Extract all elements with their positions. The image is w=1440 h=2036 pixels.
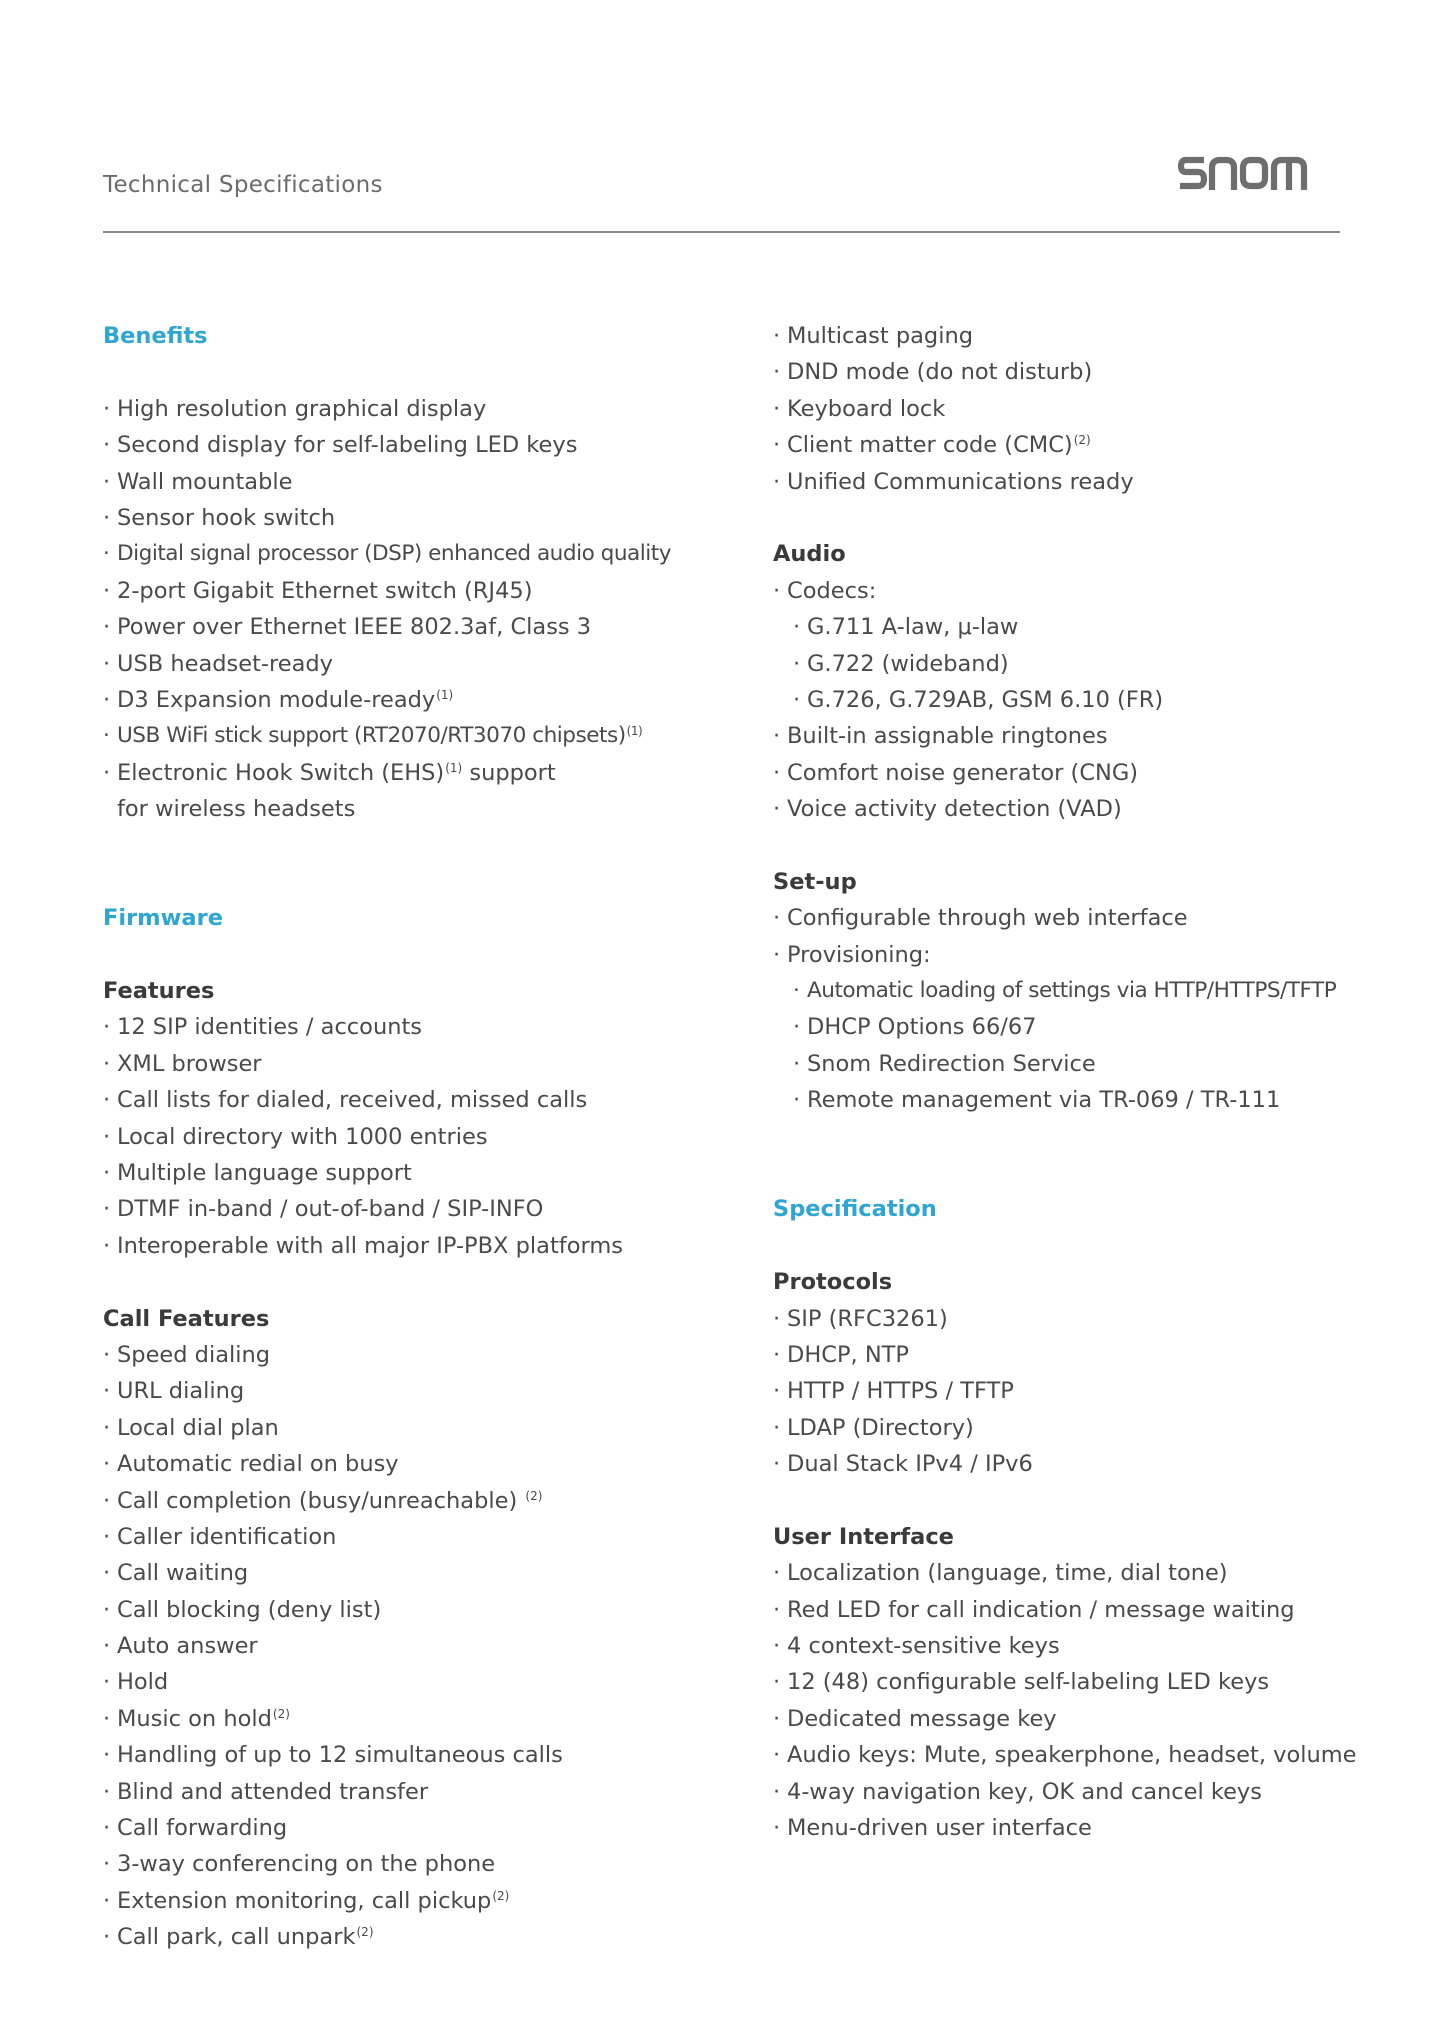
list-item: · Handling of up to 12 simultaneous calls [103,1742,563,1769]
list-item: · Electronic Hook Switch (EHS)$^{(1)}$ support [103,759,556,786]
list-item: · USB WiFi stick support (RT2070/RT3070 chipsets)$^{(1)}$ [103,723,643,749]
footnote-mark: (1) [626,724,643,739]
list-item: · Speed dialing [103,1341,271,1368]
list-subitem: · DHCP Options 66/67 [793,1014,1037,1041]
list-item: · Call completion (busy/unreachable) $^{(2)}$ [103,1487,543,1514]
list-item: · Extension monitoring, call pickup$^{(2)}$ [103,1887,510,1914]
list-item: · Caller identification [103,1523,337,1550]
footnote-mark: (2) [525,1488,543,1503]
list-item: · Local directory with 1000 entries [103,1123,488,1150]
list-item: · Call forwarding [103,1815,288,1842]
footnote-mark: (1) [436,687,454,702]
list-subitem: · G.711 A-law, μ-law [793,614,1019,641]
list-item: · XML browser [103,1050,262,1077]
list-item: · Interoperable with all major IP-PBX platforms [103,1232,623,1259]
setup-list [773,900,1393,1118]
right-column [773,318,1393,1846]
list-item: · Call lists for dialed, received, missed calls [103,1087,588,1114]
list-item: · Digital signal processor (DSP) enhanced audio quality [103,541,672,567]
list-item: · Built-in assignable ringtones [773,723,1108,750]
page-title: Technical Specifications [103,172,383,198]
list-item: · 12 (48) configurable self-labeling LED keys [773,1669,1270,1696]
list-item: · SIP (RFC3261) [773,1305,948,1332]
heading-user-interface: User Interface [773,1523,954,1550]
list-item: · Sensor hook switch [103,504,336,531]
list-item: · Dedicated message key [773,1705,1057,1732]
list-item: · 2-port Gigabit Ethernet switch (RJ45) [103,577,533,604]
list-item: · Power over Ethernet IEEE 802.3af, Class 3 [103,614,592,641]
list-item: · 12 SIP identities / accounts [103,1014,423,1041]
list-item: · Call waiting [103,1560,249,1587]
list-subitem: · G.722 (wideband) [793,650,1009,677]
list-item: · Client matter code (CMC)$^{(2)}$ [773,432,1091,459]
footnote-mark: (2) [356,1925,374,1940]
list-subitem: · Automatic loading of settings via HTTP/HTTPS/TFTP [793,978,1337,1004]
call-features-list [103,1337,723,1956]
list-subitem: · G.726, G.729AB, GSM 6.10 (FR) [793,686,1164,713]
list-item: · USB headset-ready [103,650,334,677]
call-features-continued-list [773,318,1393,500]
list-item: · Unified Communications ready [773,468,1134,495]
footnote-mark: (2) [492,1888,510,1903]
list-item: · URL dialing [103,1378,245,1405]
heading-features: Features [103,978,215,1005]
list-item: · Music on hold$^{(2)}$ [103,1705,290,1732]
list-item: · Menu-driven user interface [773,1815,1092,1842]
list-item: · Dual Stack IPv4 / IPv6 [773,1451,1033,1478]
list-item: · Codecs: [773,577,877,604]
list-item: · Keyboard lock [773,395,946,422]
list-item: · DHCP, NTP [773,1341,909,1368]
header-divider [103,231,1340,233]
list-item-continuation: for wireless headsets [117,796,356,823]
heading-call-features: Call Features [103,1305,270,1332]
features-list [103,1009,723,1264]
heading-protocols: Protocols [773,1269,893,1296]
list-item: · D3 Expansion module-ready$^{(1)}$ [103,686,454,713]
list-item: · Audio keys: Mute, speakerphone, headset, volume [773,1742,1357,1769]
list-item: · Automatic redial on busy [103,1451,399,1478]
snom-logo [1178,152,1308,198]
footnote-mark: (1) [445,760,463,775]
list-item: · 4-way navigation key, OK and cancel keys [773,1778,1262,1805]
list-item: · Auto answer [103,1633,258,1660]
audio-list [773,573,1393,828]
list-item: · 3-way conferencing on the phone [103,1851,496,1878]
footnote-mark: (2) [1073,433,1091,448]
list-item: · HTTP / HTTPS / TFTP [773,1378,1014,1405]
list-item: · Multicast paging [773,323,973,349]
list-item: · Multiple language support [103,1160,412,1186]
section-title-benefits: Benefits [103,323,208,349]
section-title-firmware: Firmware [103,905,223,932]
protocols-list [773,1301,1393,1483]
list-item: · Local dial plan [103,1414,279,1441]
list-item: · Voice activity detection (VAD) [773,796,1122,823]
heading-audio: Audio [773,541,846,568]
list-item: · 4 context-sensitive keys [773,1633,1060,1660]
list-subitem: · Snom Redirection Service [793,1050,1096,1077]
list-item: · Blind and attended transfer [103,1778,429,1805]
list-item: · Red LED for call indication / message waiting [773,1596,1295,1623]
list-item: · Provisioning: [773,941,931,968]
list-item: · DND mode (do not disturb) [773,359,1093,386]
user-interface-list [773,1555,1393,1846]
list-item: · Hold [103,1669,169,1696]
list-item: · DTMF in-band / out-of-band / SIP-INFO [103,1196,544,1223]
heading-setup: Set-up [773,868,857,895]
footnote-mark: (2) [272,1706,290,1721]
benefits-list [103,391,723,828]
list-item: · LDAP (Directory) [773,1414,974,1441]
list-item: · Call park, call unpark$^{(2)}$ [103,1924,374,1951]
list-item: · Localization (language, time, dial tone) [773,1560,1228,1587]
section-title-specification: Specification [773,1196,937,1223]
list-item: · Comfort noise generator (CNG) [773,759,1139,786]
list-subitem: · Remote management via TR-069 / TR-111 [793,1087,1281,1114]
list-item: · Wall mountable [103,468,293,495]
list-item: · Second display for self-labeling LED keys [103,432,578,459]
list-item: · High resolution graphical display [103,395,487,422]
list-item: · Configurable through web interface [773,905,1188,932]
left-column [103,318,723,1956]
list-item: · Call blocking (deny list) [103,1596,382,1623]
